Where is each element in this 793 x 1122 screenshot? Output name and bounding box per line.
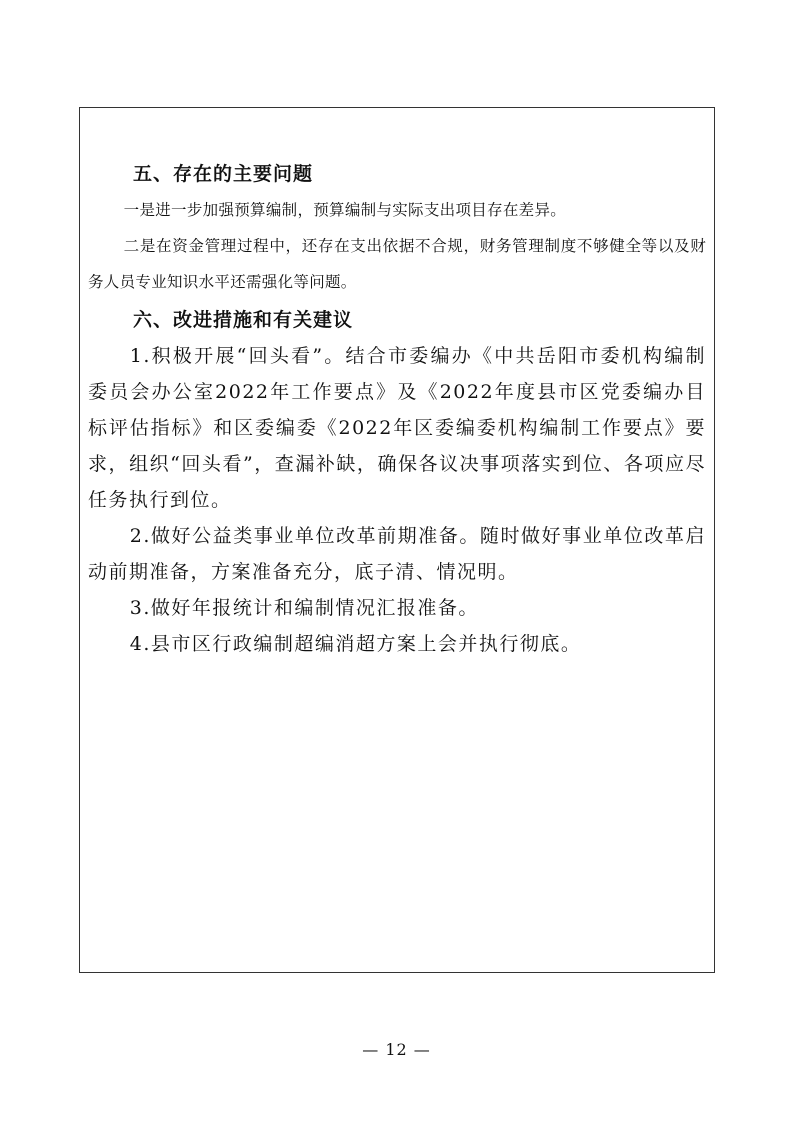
section-heading-measures: 六、改进措施和有关建议	[133, 309, 354, 331]
problem-paragraph-1: 一是进一步加强预算编制，预算编制与实际支出项目存在差异。	[123, 201, 567, 219]
page-number: — 12 —	[362, 1040, 431, 1059]
section-heading-problems: 五、存在的主要问题	[133, 163, 314, 185]
measure-item-4: 4.县市区行政编制超编消超方案上会并执行彻底。	[129, 633, 582, 655]
measure-item-3: 3.做好年报统计和编制情况汇报准备。	[129, 597, 479, 619]
content-frame	[79, 107, 715, 973]
document-body	[88, 156, 706, 662]
problem-paragraph-2: 二是在资金管理过程中，还存在支出依据不合规，财务管理制度不够健全等以及财务人员专业知识水平还需强化等问题。	[88, 237, 706, 291]
measure-item-2: 2.做好公益类事业单位改革前期准备。随时做好事业单位改革启动前期准备，方案准备充分，底子清、情况明。	[88, 525, 706, 583]
measure-item-1: 1.积极开展“回头看”。结合市委编办《中共岳阳市委机构编制委员会办公室2022年工作要点》及《2022年度县市区党委编办目标评估指标》和区委编委《2022年区委编委机构编制工作要点》要求，组织“回头看”，查漏补缺，确保各议决事项落实到位、各项应尽任务执行到位。	[88, 345, 706, 511]
